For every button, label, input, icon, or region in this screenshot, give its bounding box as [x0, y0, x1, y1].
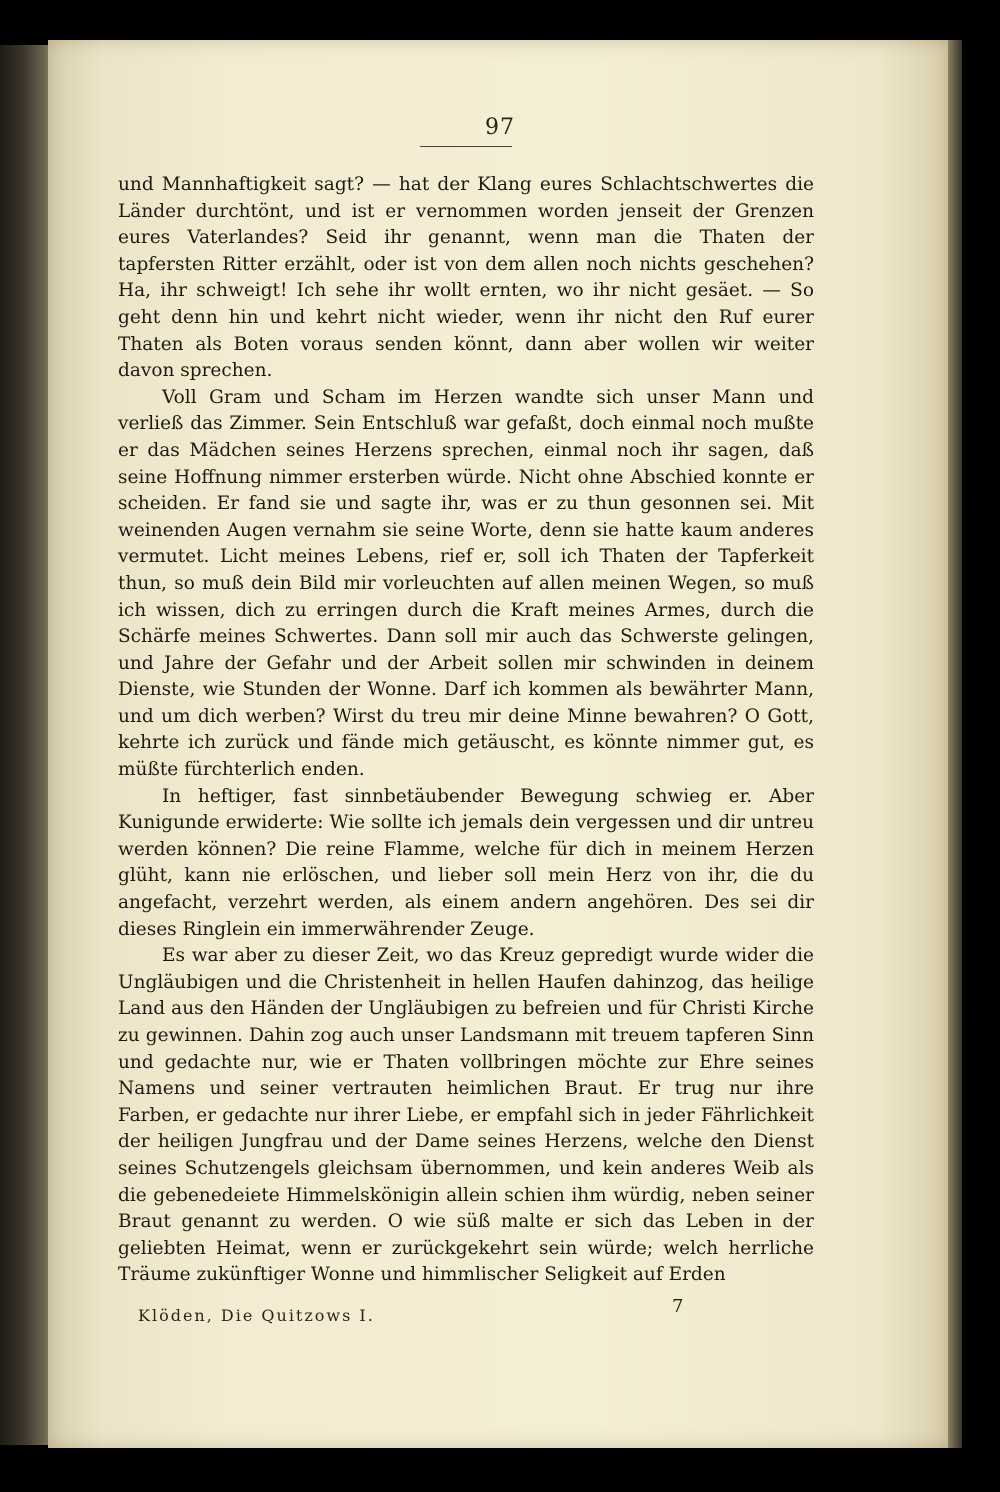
page-number: 97: [485, 115, 515, 140]
page-body: [118, 172, 814, 1289]
footer-signature: Klöden, Die Quitzows I.: [138, 1306, 375, 1325]
paragraph-4: Es war aber zu dieser Zeit, wo das Kreuz gepredigt wurde wider die Ungläubigen und die Christenheit in hellen Haufen dahinzog, das heilige Land aus den Händen der Ungläubigen zu befreien und für Christi Kirche zu gewinnen. Dahin zog auch unser Landsmann mit treuem tapferen Sinn und gedachte nur, wie er Thaten vollbringen möchte zur Ehre seines Namens und seiner vertrauten heimlichen Braut. Er trug nur ihre Farben, er gedachte nur ihrer Liebe, er empfahl sich in jeder Fährlichkeit der heiligen Jungfrau und der Dame seines Herzens, welche den Dienst seines Schutzengels gleichsam übernommen, und kein anderes Weib als die gebenedeiete Himmelskönigin allein schien ihm würdig, neben seiner Braut genannt zu werden. O wie süß malte er sich das Leben in der geliebten Heimat, wenn er zurückgekehrt sein würde; welch herrliche Träume zukünftiger Wonne und himmlischer Seligkeit auf Erden: [118, 945, 814, 1286]
footer-sheet-number: 7: [672, 1296, 684, 1317]
paragraph-1: und Mannhaftigkeit sagt? — hat der Klang eures Schlachtschwertes die Länder durchtönt, und ist er vernommen worden jenseit der Grenzen eures Vaterlandes? Seid ihr genannt, wenn man die Thaten der tapfersten Ritter erzählt, oder ist von dem allen noch nichts geschehen? Ha, ihr schweigt! Ich sehe ihr wollt ernten, wo ihr nicht gesäet. — So geht denn hin und kehrt nicht wieder, wenn ihr nicht den Ruf eurer Thaten als Boten voraus senden könnt, dann aber wollen wir weiter davon sprechen.: [118, 174, 814, 382]
paragraph-3: In heftiger, fast sinnbetäubender Bewegung schwieg er. Aber Kunigunde erwiderte: Wie sollte ich jemals dein vergessen und dir untreu werden können? Die reine Flamme, welche für dich in meinem Herzen glüht, kann nie erlöschen, und lieber soll mein Herz von ihr, die du angefacht, verzehrt werden, als einem andern angehören. Des sei dir dieses Ringlein ein immerwährender Zeuge.: [118, 785, 814, 940]
paragraph-2: Voll Gram und Scham im Herzen wandte sich unser Mann und verließ das Zimmer. Sein Entschluß war gefaßt, doch einmal noch mußte er das Mädchen seines Herzens sprechen, einmal noch ihr sagen, daß seine Hoffnung nimmer ersterben würde. Nicht ohne Abschied konnte er scheiden. Er fand sie und sagte ihr, was er zu thun gesonnen sei. Mit weinenden Augen vernahm sie seine Worte, denn sie hatte kaum anderes vermutet. Licht meines Lebens, rief er, soll ich Thaten der Tapferkeit thun, so muß dein Bild mir vorleuchten auf allen meinen Wegen, so muß ich wissen, dich zu erringen durch die Kraft meines Armes, durch die Schärfe meines Schwertes. Dann soll mir auch das Schwerste gelingen, und Jahre der Gefahr und der Arbeit sollen mir schwinden in deinem Dienste, wie Stunden der Wonne. Darf ich kommen als bewährter Mann, und um dich werben? Wirst du treu mir deine Minne bewahren? O Gott, kehrte ich zurück und fände mich getäuscht, es könnte nimmer gut, es müßte fürchterlich enden.: [118, 386, 814, 781]
page-number-rule: [420, 146, 512, 147]
page-right-edge: [948, 40, 962, 1448]
